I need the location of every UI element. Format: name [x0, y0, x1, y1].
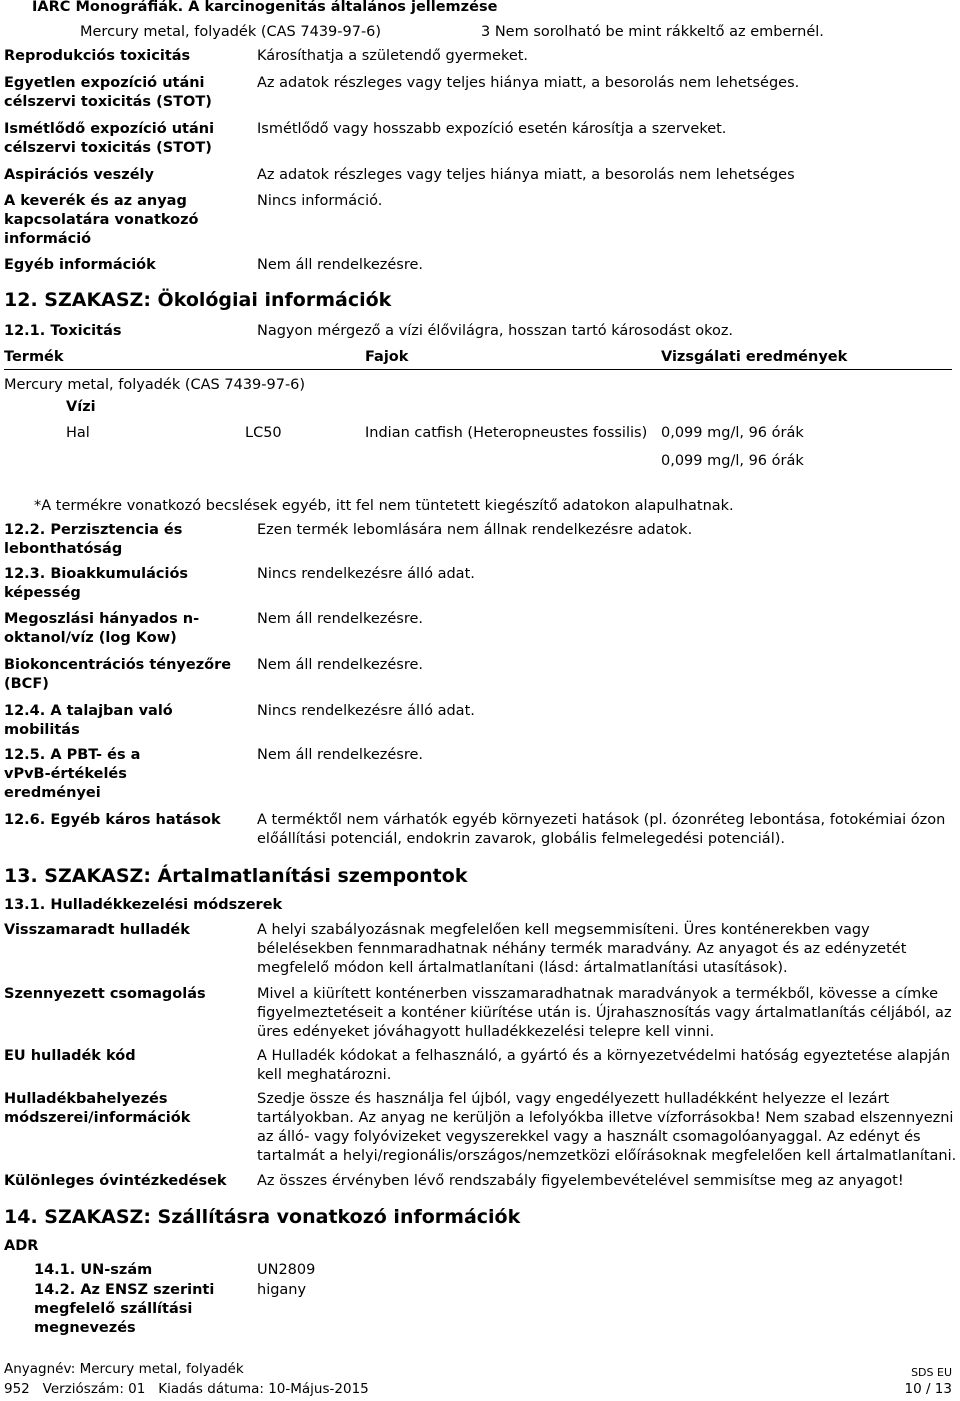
sec13-label: Visszamaradt hulladék — [4, 922, 190, 938]
sec12-value: Nincs rendelkezésre álló adat. — [257, 703, 475, 719]
table-header-species: Fajok — [365, 349, 409, 365]
section-14-title: 14. SZAKASZ: Szállításra vonatkozó információk — [4, 1206, 521, 1228]
sec12-label: Megoszlási hányados n-oktanol/víz (log Kow) — [4, 611, 200, 646]
sec12-label: 12.2. Perzisztencia és lebonthatóság — [4, 522, 183, 557]
tox-label: Reprodukciós toxicitás — [4, 48, 191, 64]
sec13-value: Szedje össze és használja fel újból, vagy engedélyezett hulladékként helyezze el lezárt tartályokban. Az anyag ne kerüljön a lefolyókba illetve vízforrásokba! Nem szabad elszennyezni az álló- vagy folyóvizeket vegyszerekkel vagy a használt csomagolóanyaggal. Az edényt és tartalmát a helyi/regionális/országos/nemzetközi előírásoknak megfelelően kell ártalmatlanítani. — [257, 1091, 957, 1164]
section-12-title: 12. SZAKASZ: Ökológiai információk — [4, 289, 392, 311]
sec13-value: Mivel a kiürített konténerben visszamaradhatnak maradványok a termékből, kövesse a címke figyelmeztetéseit a konténer kiürítése után is. Újrahasznosítás vagy ártalmatlanítás céljából, az üres edényeket jóváhagyott hulladékkezelési telepre kell vinni. — [257, 986, 952, 1040]
un-number-label: 14.1. UN-szám — [34, 1262, 153, 1278]
sec12-label: 12.5. A PBT- és a vPvB-értékelés eredményei — [4, 747, 141, 801]
sec12-label: 12.4. A talajban való mobilitás — [4, 703, 173, 738]
sec12-value: A terméktől nem várhatók egyéb környezeti hatások (pl. ózonréteg lebontása, fotokémiai ózon előállítási potenciál, endokrin zavarok, globális felmelegedési potenciál). — [257, 812, 946, 847]
footer-sds-badge: SDS EU — [911, 1366, 952, 1379]
footer-page-number: 10 / 13 — [904, 1381, 952, 1397]
sec12-value: Ezen termék lebomlására nem állnak rendelkezésre adatok. — [257, 522, 693, 538]
toxicity-label: 12.1. Toxicitás — [4, 323, 122, 339]
iarc-product: Mercury metal, folyadék (CAS 7439-97-6) — [80, 24, 382, 40]
tox-value: Az adatok részleges vagy teljes hiánya miatt, a besorolás nem lehetséges — [257, 167, 795, 183]
un-shipping-name-label: 14.2. Az ENSZ szerinti megfelelő szállítási megnevezés — [34, 1282, 215, 1336]
toxicity-value: Nagyon mérgező a vízi élővilágra, hosszan tartó károsodást okoz. — [257, 323, 734, 339]
tox-value: Nem áll rendelkezésre. — [257, 257, 424, 273]
sec12-value: Nem áll rendelkezésre. — [257, 657, 424, 673]
sec12-value: Nem áll rendelkezésre. — [257, 747, 424, 763]
table-header-results: Vizsgálati eredmények — [661, 349, 848, 365]
adr-label: ADR — [4, 1238, 39, 1254]
table-product: Mercury metal, folyadék (CAS 7439-97-6) — [4, 377, 306, 393]
tox-value: Nincs információ. — [257, 193, 383, 209]
un-number-value: UN2809 — [257, 1262, 316, 1278]
table-header-rule — [4, 369, 952, 370]
sec13-value: Az összes érvényben lévő rendszabály figyelembevételével semmisítse meg az anyagot! — [257, 1173, 904, 1189]
tox-label: A keverék és az anyag kapcsolatára vonatkozó információ — [4, 193, 199, 247]
tox-label: Ismétlődő expozíció utáni célszervi toxicitás (STOT) — [4, 121, 215, 156]
sec13-label: EU hulladék kód — [4, 1048, 136, 1064]
tox-value: Az adatok részleges vagy teljes hiánya miatt, a besorolás nem lehetséges. — [257, 75, 800, 91]
sec12-label: 12.6. Egyéb káros hatások — [4, 812, 221, 828]
sec13-value: A helyi szabályozásnak megfelelően kell megsemmisíteni. Üres konténerekben vagy bélelésekben fennmaradhatnak néhány termék maradvány. Az anyagot és az edényzetét megfelelő módon kell ártalmatlanítani (lásd: ártalmatlanítási utasítások). — [257, 922, 907, 976]
tox-label: Aspirációs veszély — [4, 167, 154, 183]
footer-version: 952 Verziószám: 01 Kiadás dátuma: 10-Május-2015 — [4, 1381, 369, 1397]
sec12-label: 12.3. Bioakkumulációs képesség — [4, 566, 189, 601]
sec12-label: Biokoncentrációs tényezőre (BCF) — [4, 657, 232, 692]
table-footnote: *A termékre vonatkozó becslések egyéb, itt fel nem tüntetett kiegészítő adatokon alapulhatnak. — [34, 498, 734, 514]
section-13-subtitle: 13.1. Hulladékkezelési módszerek — [4, 897, 283, 913]
tox-label: Egyéb információk — [4, 257, 156, 273]
table-test: LC50 — [245, 425, 282, 441]
sec13-label: Különleges óvintézkedések — [4, 1173, 227, 1189]
footer-substance-name: Anyagnév: Mercury metal, folyadék — [4, 1361, 244, 1377]
sec12-value: Nem áll rendelkezésre. — [257, 611, 424, 627]
table-medium: Vízi — [66, 399, 96, 415]
table-species: Indian catfish (Heteropneustes fossilis) — [365, 425, 648, 441]
un-shipping-name-value: higany — [257, 1282, 307, 1298]
table-organism: Hal — [66, 425, 90, 441]
iarc-group: 3 Nem sorolható be mint rákkeltő az embernél. — [481, 24, 824, 40]
table-result: 0,099 mg/l, 96 órák — [661, 453, 804, 469]
sec12-value: Nincs rendelkezésre álló adat. — [257, 566, 475, 582]
tox-value: Károsíthatja a születendő gyermeket. — [257, 48, 529, 64]
table-result: 0,099 mg/l, 96 órák — [661, 425, 804, 441]
section-13-title: 13. SZAKASZ: Ártalmatlanítási szempontok — [4, 865, 468, 887]
tox-value: Ismétlődő vagy hosszabb expozíció esetén károsítja a szerveket. — [257, 121, 727, 137]
table-header-product: Termék — [4, 349, 64, 365]
sec13-label: Szennyezett csomagolás — [4, 986, 206, 1002]
iarc-heading: IARC Monográfiák. A karcinogenitás általános jellemzése — [32, 0, 498, 15]
sec13-label: Hulladékbahelyezés módszerei/információk — [4, 1091, 191, 1126]
sec13-value: A Hulladék kódokat a felhasználó, a gyártó és a környezetvédelmi hatóság egyeztetése alapján kell meghatározni. — [257, 1048, 951, 1083]
tox-label: Egyetlen expozíció utáni célszervi toxicitás (STOT) — [4, 75, 212, 110]
